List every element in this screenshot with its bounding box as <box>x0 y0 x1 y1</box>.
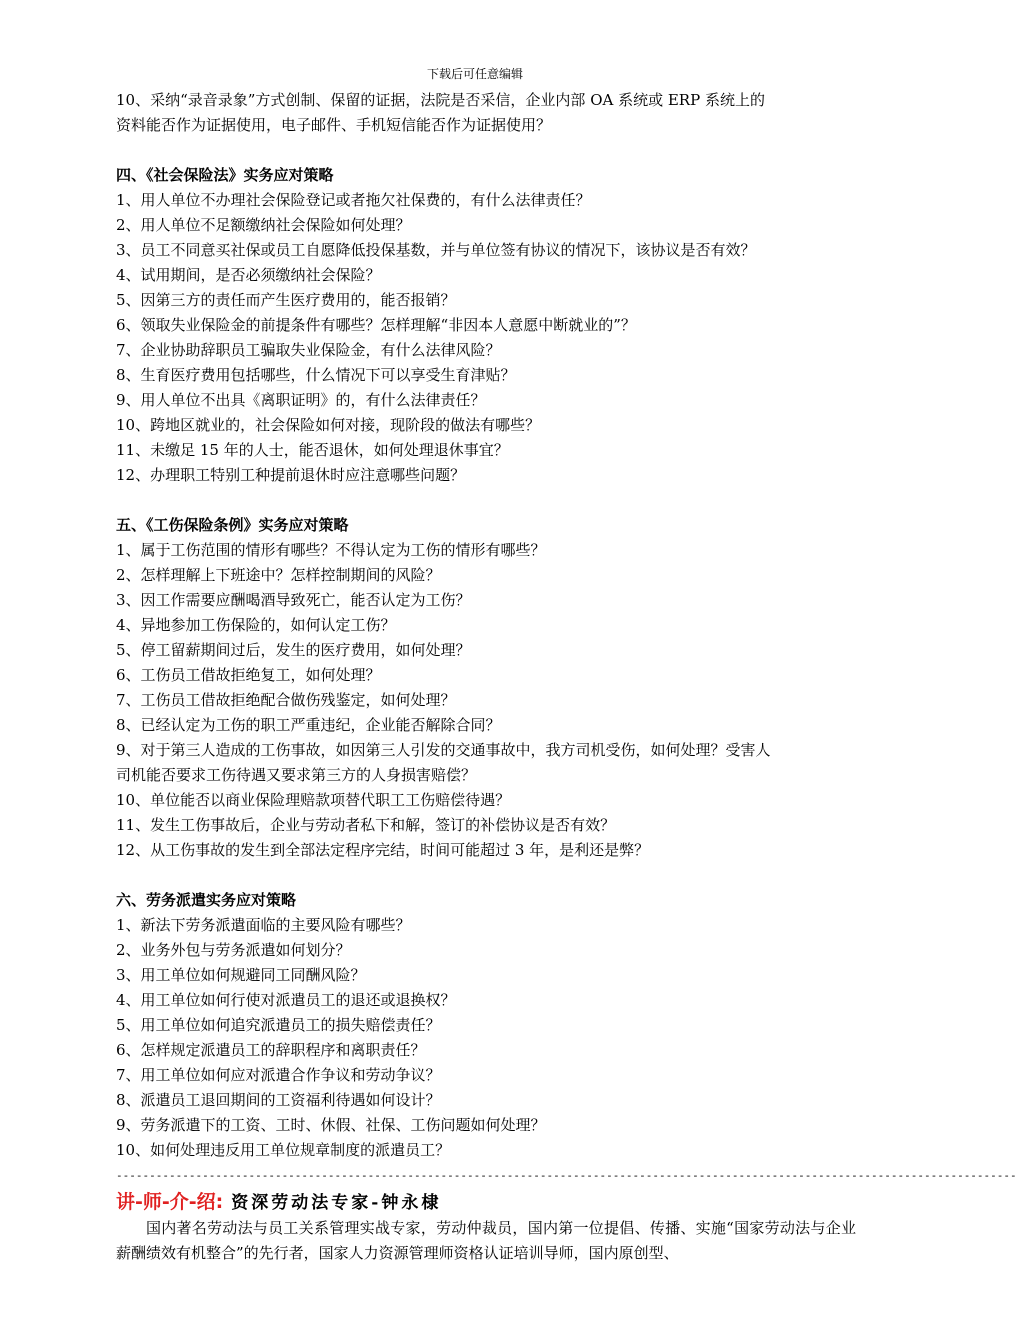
list-item: 6、工伤员工借故拒绝复工，如何处理？ <box>116 666 381 684</box>
list-item: 1、用人单位不办理社会保险登记或者拖欠社保费的，有什么法律责任？ <box>116 191 591 209</box>
page-header: 下载后可任意编辑 <box>426 67 523 81</box>
list-item: 8、生育医疗费用包括哪些，什么情况下可以享受生育津贴？ <box>116 366 516 384</box>
list-item: 4、用工单位如何行使对派遣员工的退还或退换权？ <box>116 991 456 1009</box>
spacer <box>116 488 856 513</box>
lecturer-name: 资深劳动法专家-钟永棣 <box>231 1193 442 1213</box>
list-item: 12、从工伤事故的发生到全部法定程序完结，时间可能超过 3 年，是利还是弊？ <box>116 841 650 859</box>
section-list-work-injury <box>116 538 856 863</box>
list-item: 4、异地参加工伤保险的，如何认定工伤？ <box>116 616 396 634</box>
list-item: 1、属于工伤范围的情形有哪些？不得认定为工伤的情形有哪些？ <box>116 541 546 559</box>
list-item: 6、领取失业保险金的前提条件有哪些？怎样理解“非因本人意愿中断就业的”？ <box>116 316 636 334</box>
dashed-divider: ---------------------------------------------------------------------------------------------------------------------------------------- <box>116 1169 1017 1182</box>
section-list-social-insurance <box>116 188 856 488</box>
lecturer-heading <box>116 1188 856 1216</box>
list-item: 8、派遣员工退回期间的工资福利待遇如何设计？ <box>116 1091 441 1109</box>
list-item: 11、发生工伤事故后，企业与劳动者私下和解，签订的补偿协议是否有效？ <box>116 816 616 834</box>
list-item: 9、对于第三人造成的工伤事故，如因第三人引发的交通事故中，我方司机受伤，如何处理？受害人 <box>116 741 771 759</box>
list-item: 司机能否要求工伤待遇又要求第三方的人身损害赔偿？ <box>116 766 477 784</box>
list-item: 5、停工留薪期间过后，发生的医疗费用，如何处理？ <box>116 641 471 659</box>
list-item: 2、业务外包与劳务派遣如何划分？ <box>116 941 351 959</box>
list-item: 10、如何处理违反用工单位规章制度的派遣员工？ <box>116 1141 451 1159</box>
list-item: 10、单位能否以商业保险理赔款项替代职工工伤赔偿待遇？ <box>116 791 511 809</box>
list-item: 12、办理职工特别工种提前退休时应注意哪些问题？ <box>116 466 466 484</box>
list-item: 8、已经认定为工伤的职工严重违纪，企业能否解除合同？ <box>116 716 501 734</box>
lecturer-label: 讲-师-介-绍: <box>116 1191 224 1213</box>
list-item: 9、用人单位不出具《离职证明》的，有什么法律责任？ <box>116 391 486 409</box>
list-item: 7、用工单位如何应对派遣合作争议和劳动争议？ <box>116 1066 441 1084</box>
intro-item-line: 10、采纳“录音录象”方式创制、保留的证据，法院是否采信，企业内部 OA 系统或 ERP 系统上的 <box>116 91 765 109</box>
document-body <box>116 88 1017 1266</box>
list-item: 7、企业协助辞职员工骗取失业保险金，有什么法律风险？ <box>116 341 501 359</box>
section-list-labor-dispatch <box>116 913 856 1163</box>
lecturer-bio: 国内著名劳动法与员工关系管理实战专家，劳动仲裁员，国内第一位提倡、传播、实施“国家劳动法与企业薪酬绩效有机整合”的先行者，国家人力资源管理师资格认证培训导师，国内原创型、 <box>116 1219 856 1262</box>
list-item: 3、员工不同意买社保或员工自愿降低投保基数，并与单位签有协议的情况下，该协议是否有效？ <box>116 241 756 259</box>
list-item: 5、用工单位如何追究派遣员工的损失赔偿责任？ <box>116 1016 441 1034</box>
list-item: 2、用人单位不足额缴纳社会保险如何处理？ <box>116 216 411 234</box>
list-item: 2、怎样理解上下班途中？怎样控制期间的风险？ <box>116 566 441 584</box>
intro-item-line: 资料能否作为证据使用，电子邮件、手机短信能否作为证据使用？ <box>116 116 552 134</box>
list-item: 3、用工单位如何规避同工同酬风险？ <box>116 966 366 984</box>
list-item: 9、劳务派遣下的工资、工时、休假、社保、工伤问题如何处理？ <box>116 1116 546 1134</box>
list-item: 1、新法下劳务派遣面临的主要风险有哪些？ <box>116 916 411 934</box>
list-item: 10、跨地区就业的，社会保险如何对接，现阶段的做法有哪些？ <box>116 416 541 434</box>
list-item: 11、未缴足 15 年的人士，能否退休，如何处理退休事宜？ <box>116 441 509 459</box>
list-item: 7、工伤员工借故拒绝配合做伤残鉴定，如何处理？ <box>116 691 456 709</box>
section-heading-social-insurance: 四、《社会保险法》实务应对策略 <box>116 166 334 184</box>
list-item: 6、怎样规定派遣员工的辞职程序和离职责任？ <box>116 1041 426 1059</box>
list-item: 4、试用期间，是否必须缴纳社会保险？ <box>116 266 381 284</box>
list-item: 5、因第三方的责任而产生医疗费用的，能否报销？ <box>116 291 456 309</box>
spacer <box>116 138 856 163</box>
section-heading-work-injury: 五、《工伤保险条例》实务应对策略 <box>116 516 349 534</box>
list-item: 3、因工作需要应酬喝酒导致死亡，能否认定为工伤？ <box>116 591 471 609</box>
section-heading-labor-dispatch: 六、劳务派遣实务应对策略 <box>116 891 297 909</box>
spacer <box>116 863 856 888</box>
